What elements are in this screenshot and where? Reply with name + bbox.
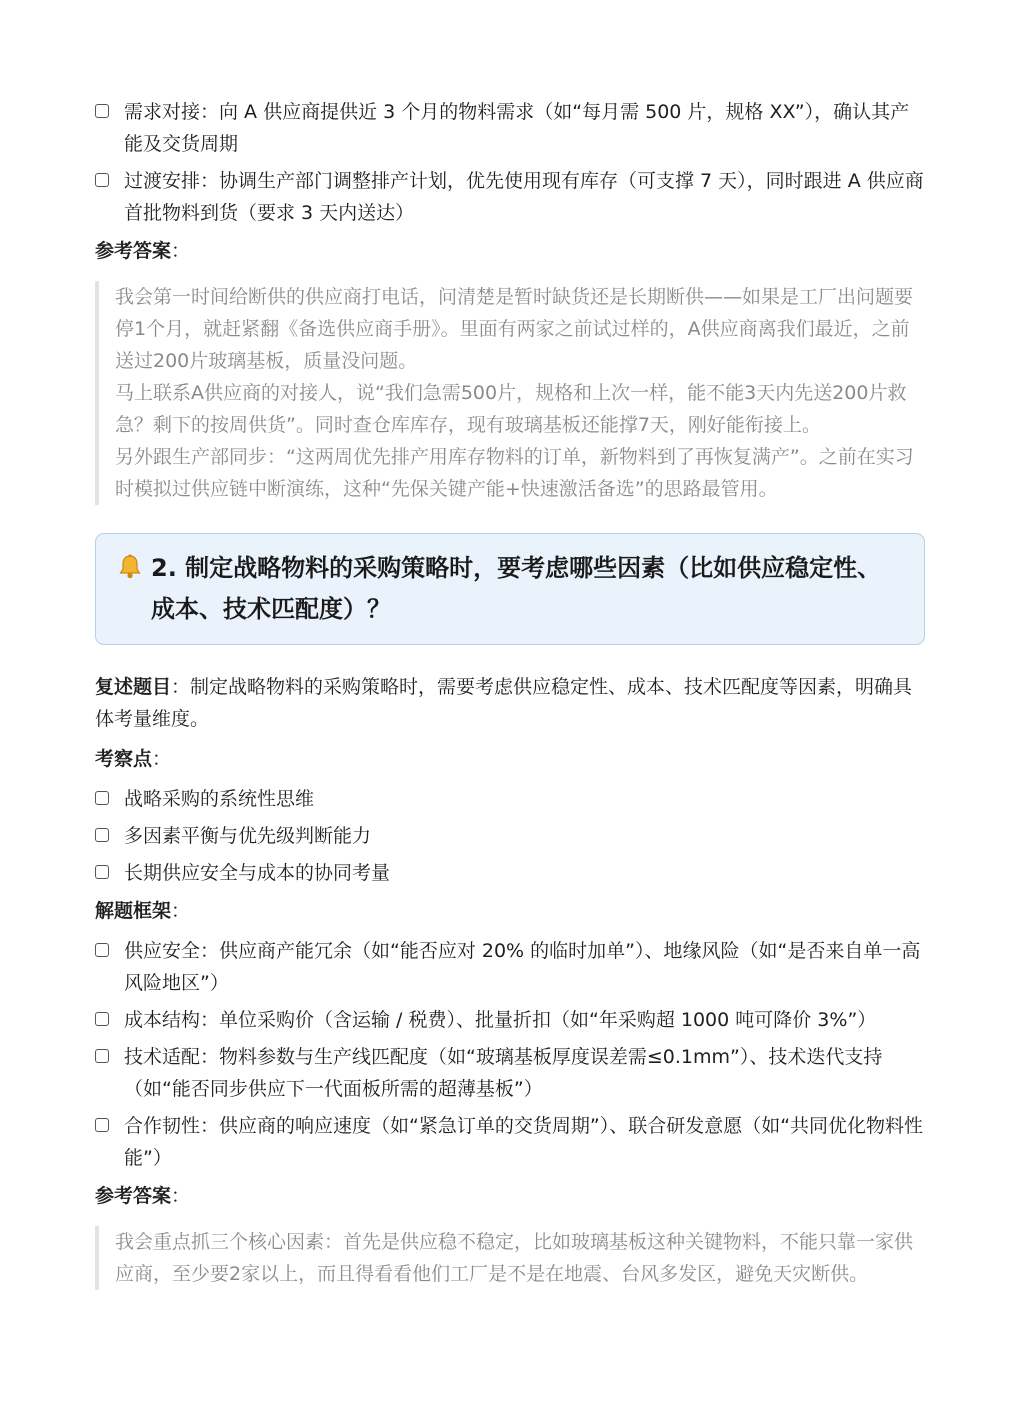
framework-checklist [95,935,925,1174]
list-item-text: 过渡安排：协调生产部门调整排产计划，优先使用现有库存（可支撑 7 天），同时跟进 A 供应商首批物料到货（要求 3 天内送达） [124,170,924,224]
list-item-text: 供应安全：供应商产能冗余（如“能否应对 20% 的临时加单”）、地缘风险（如“是否来自单一高风险地区”） [124,940,921,994]
list-item [95,935,925,999]
checkbox-icon[interactable] [95,173,109,187]
list-item [95,783,925,815]
checkbox-icon[interactable] [95,1049,109,1063]
answer-heading [95,235,925,267]
answer-paragraph: 我会第一时间给断供的供应商打电话，问清楚是暂时缺货还是长期断供——如果是工厂出问题要停1个月，就赶紧翻《备选供应商手册》。里面有两家之前试过样的，A供应商离我们最近，之前送过200片玻璃基板，质量没问题。 [115,286,914,372]
checkbox-icon[interactable] [95,1012,109,1026]
answer-heading-colon: ： [171,1185,191,1207]
list-item [95,1110,925,1174]
exam-points-colon: ： [152,748,172,770]
list-item-text: 战略采购的系统性思维 [124,788,315,810]
list-item-text: 成本结构：单位采购价（含运输 / 税费）、批量折扣（如“年采购超 1000 吨可降价 3%”） [124,1009,877,1031]
question-title: 2. 制定战略物料的采购策略时，要考虑哪些因素（比如供应稳定性、成本、技术匹配度）？ [151,554,882,623]
answer-paragraph: 马上联系A供应商的对接人，说“我们急需500片，规格和上次一样，能不能3天内先送200片救急？剩下的按周供货”。同时查仓库库存，现有玻璃基板还能撑7天，刚好能衔接上。 [115,382,907,436]
list-item [95,165,925,229]
checkbox-icon[interactable] [95,791,109,805]
list-item-text: 多因素平衡与优先级判断能力 [124,825,372,847]
framework-colon: ： [171,900,191,922]
list-item-text: 需求对接：向 A 供应商提供近 3 个月的物料需求（如“每月需 500 片，规格 XX”），确认其产能及交货周期 [124,101,910,155]
checkbox-icon[interactable] [95,943,109,957]
framework-checklist-top [95,96,925,229]
list-item [95,857,925,889]
list-item-text: 长期供应安全与成本的协同考量 [124,862,391,884]
answer-heading [95,1180,925,1212]
reference-answer-quote [95,1226,925,1290]
restate-colon: ： [171,676,191,698]
answer-heading-text: 参考答案 [95,1185,172,1207]
exam-points-heading-text: 考察点 [95,748,153,770]
checkbox-icon[interactable] [95,865,109,879]
answer-paragraph: 另外跟生产部同步：“这两周优先排产用库存物料的订单，新物料到了再恢复满产”。之前在实习时模拟过供应链中断演练，这种“先保关键产能+快速激活备选”的思路最管用。 [115,446,914,500]
document-page [95,96,925,1318]
answer-heading-colon: ： [171,240,191,262]
bell-icon [118,554,142,580]
reference-answer-quote [95,281,925,505]
framework-heading-text: 解题框架 [95,900,172,922]
checkbox-icon[interactable] [95,1118,109,1132]
answer-paragraph: 我会重点抓三个核心因素：首先是供应稳不稳定，比如玻璃基板这种关键物料，不能只靠一家供应商，至少要2家以上，而且得看看他们工厂是不是在地震、台风多发区，避免天灾断供。 [115,1231,914,1285]
list-item [95,820,925,852]
exam-points-heading [95,743,925,775]
restate-paragraph [95,671,925,735]
list-item [95,96,925,160]
exam-points-checklist [95,783,925,889]
restate-label: 复述题目 [95,676,172,698]
checkbox-icon[interactable] [95,828,109,842]
checkbox-icon[interactable] [95,104,109,118]
question-callout [95,533,925,645]
list-item-text: 技术适配：物料参数与生产线匹配度（如“玻璃基板厚度误差需≤0.1mm”）、技术迭代支持（如“能否同步供应下一代面板所需的超薄基板”） [124,1046,883,1100]
framework-heading [95,895,925,927]
list-item [95,1041,925,1105]
list-item [95,1004,925,1036]
restate-text: 制定战略物料的采购策略时，需要考虑供应稳定性、成本、技术匹配度等因素，明确具体考量维度。 [95,676,913,730]
list-item-text: 合作韧性：供应商的响应速度（如“紧急订单的交货周期”）、联合研发意愿（如“共同优化物料性能”） [124,1115,924,1169]
answer-heading-text: 参考答案 [95,240,172,262]
